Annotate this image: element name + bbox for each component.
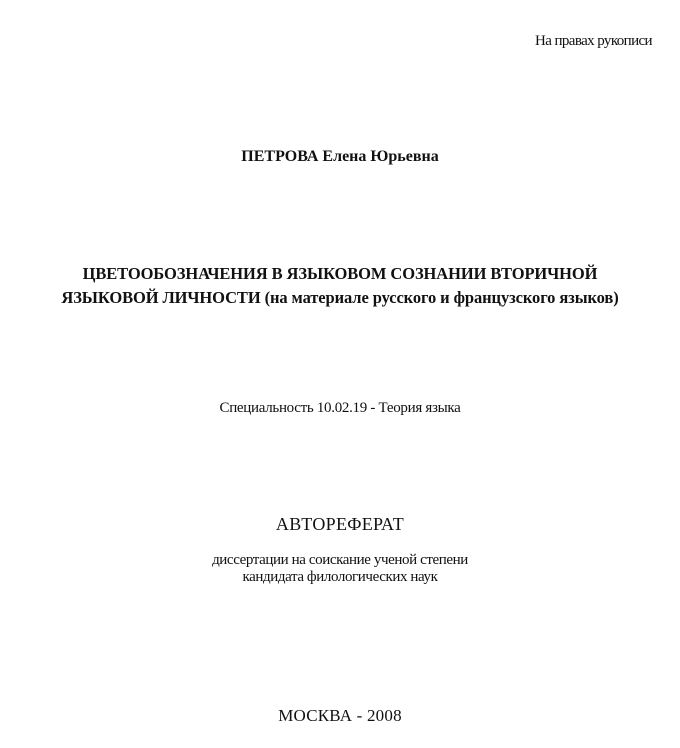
city-year: МОСКВА - 2008	[278, 706, 402, 725]
specialty-line: Специальность 10.02.19 - Теория языка	[219, 400, 461, 416]
manuscript-note: На правах рукописи	[535, 33, 652, 49]
degree-line-1: диссертации на соискание ученой степени	[212, 552, 468, 568]
author-name: ПЕТРОВА Елена Юрьевна	[241, 148, 439, 165]
dissertation-title	[0, 262, 680, 310]
title-line-2: ЯЗЫКОВОЙ ЛИЧНОСТИ (на материале русского и французского языков)	[61, 288, 619, 307]
document-type-heading: АВТОРЕФЕРАТ	[275, 514, 405, 534]
degree-description	[0, 552, 680, 586]
title-line-1: ЦВЕТООБОЗНАЧЕНИЯ В ЯЗЫКОВОМ СОЗНАНИИ ВТОРИЧНОЙ	[82, 264, 598, 283]
degree-line-2: кандидата филологических наук	[242, 569, 438, 585]
